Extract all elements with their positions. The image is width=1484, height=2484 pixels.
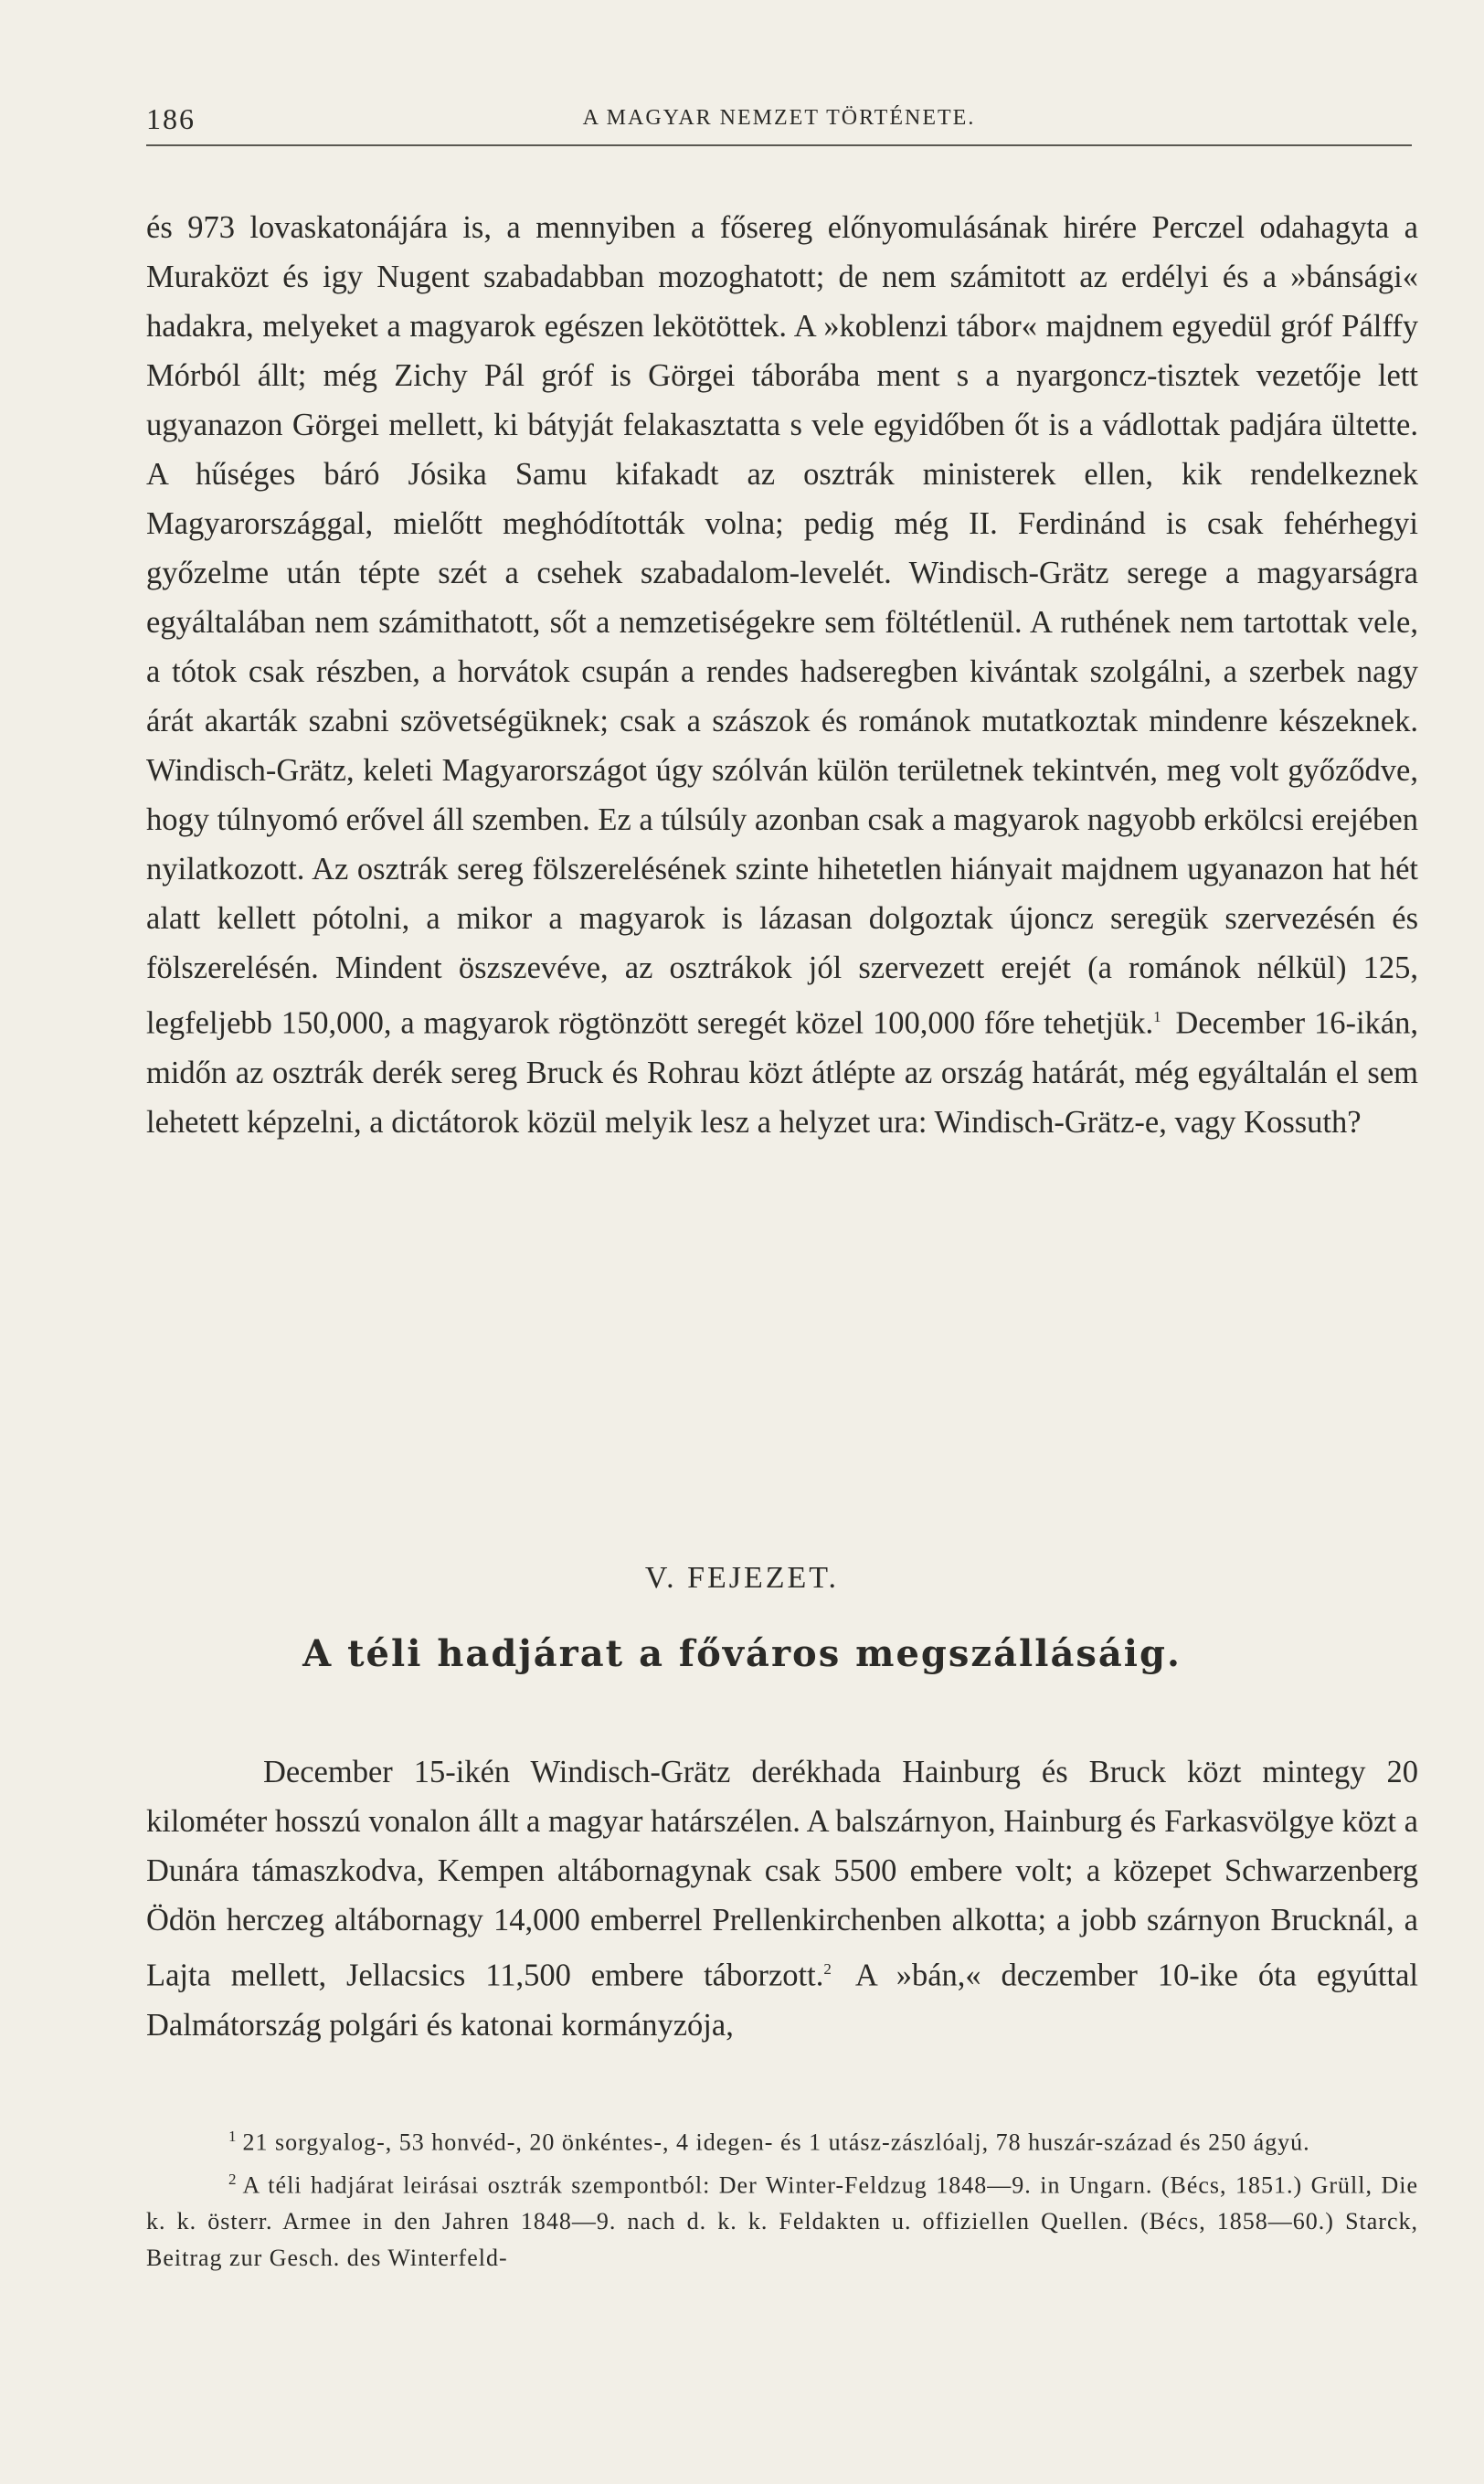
chapter-title: A téli hadjárat a főváros megszállásáig. — [302, 1632, 1182, 1675]
footnote-ref-1: 1 — [1153, 1008, 1161, 1025]
chapter-label: V. FEJEZET. — [644, 1561, 840, 1595]
body-paragraph-text: és 973 lovaskatonájára is, a mennyiben a fősereg előnyomulásának hirére Perczel odahagyta a Muraközt és igy Nugent szabadabban mozoghatott; de nem számitott az erdélyi és a »bánsági« hadakra, melyeket a magyarok egészen lekötöttek. A »koblenzi tábor« majdnem egyedül gróf Pálffy Mórból állt; még Zichy Pál gróf is Görgei táborába ment s a nyargoncz-tisztek vezetője lett ugyanazon Görgei mellett, ki bátyját felakasztatta s vele egyidőben őt is a vádlottak padjára ültette. A hűséges báró Jósika Samu kifakadt az osztrák ministerek ellen, kik rendelkeznek Magyarországgal, mielőtt meghódították volna; pedig még II. Ferdinánd is csak fehérhegyi győzelme után tépte szét a csehek szabadalom-levelét. Windisch-Grätz serege a magyarságra egyáltalában nem számithatott, sőt a nemzetiségekre sem föltétlenül. A ruthének nem tartottak vele, a tótok csak részben, a horvátok csupán a rendes hadseregben kivántak szolgálni, a szerbek nagy árát akarták szabni szövetségüknek; csak a szászok és románok mutatkoztak mindenre készeknek. Windisch-Grätz, keleti Magyarországot úgy szólván külön területnek tekintvén, meg volt győződve, hogy túlnyomó erővel áll szemben. Ez a túlsúly azonban csak a magyarok nagyobb erkölcsi erejében nyilatkozott. Az osztrák sereg fölszerelésének szinte hihetetlen hiányait majdnem ugyanazon hat hét alatt kellett pótolni, a mikor a magyarok is lázasan dolgoztak újoncz seregük szervezésén és fölszerelésén. Mindent öszszevéve, az osztrákok jól szervezett erejét (a románok nélkül) 125, legfeljebb 150,000, a magyarok rögtönzött seregét közel 100,000 főre tehetjük. — [146, 210, 1418, 1041]
footnote-1-text: 21 sorgyalog-, 53 honvéd-, 20 önkéntes-, 4 idegen- és 1 utász-zászlóalj, 78 huszár-század és 250 ágyú. — [242, 2128, 1310, 2156]
page-header — [146, 97, 1412, 152]
chapter-paragraph-text: December 15-ikén Windisch-Grätz derékhada Hainburg és Bruck közt mintegy 20 kilométer hosszú vonalon állt a magyar határszélen. A balszárnyon, Hainburg és Farkasvölgye közt a Dunára támaszkodva, Kempen altábornagynak csak 5500 embere volt; a közepet Schwarzenberg Ödön herczeg altábornagy 14,000 emberrel Prellenkirchenben alkotta; a jobb szárnyon Brucknál, a Lajta mellett, Jellacsics 11,500 embere táborzott. — [146, 1755, 1418, 1993]
footnote-2-text: A téli hadjárat leirásai osztrák szempontból: Der Winter-Feldzug 1848—9. in Ungarn. (Bécs, 1851.) Grüll, Die k. k. österr. Armee in den Jahren 1848—9. nach d. k. k. Feldakten u. offiziellen Quellen. (Bécs, 1858—60.) Starck, Beitrag zur Gesch. des Winterfeld- — [146, 2171, 1418, 2272]
footnotes — [146, 2118, 1418, 2277]
footnote-2-marker: 2 — [228, 2170, 238, 2188]
header-rule — [146, 144, 1412, 146]
body-paragraph — [146, 203, 1418, 1147]
footnote-2 — [146, 2161, 1418, 2277]
footnote-1 — [146, 2118, 1418, 2161]
page-number: 186 — [146, 102, 196, 135]
chapter-paragraph-end: A »bán,« deczember 10-ike óta egyúttal Dalmátország polgári és katonai kormányzója, — [146, 1958, 1418, 2043]
footnote-1-marker: 1 — [228, 2128, 238, 2145]
body-paragraph-end: December 16-ikán, midőn az osztrák derék sereg Bruck és Rohrau közt átlépte az ország határát, még egyáltalán el sem lehetett képzelni, a dictátorok közül melyik lesz a helyzet ura: Windisch-Grätz-e, vagy Kossuth? — [146, 1005, 1418, 1140]
footnote-ref-2: 2 — [823, 1960, 832, 1978]
chapter-paragraph — [146, 1747, 1418, 2050]
running-title: A MAGYAR NEMZET TÖRTÉNETE. — [582, 106, 976, 130]
